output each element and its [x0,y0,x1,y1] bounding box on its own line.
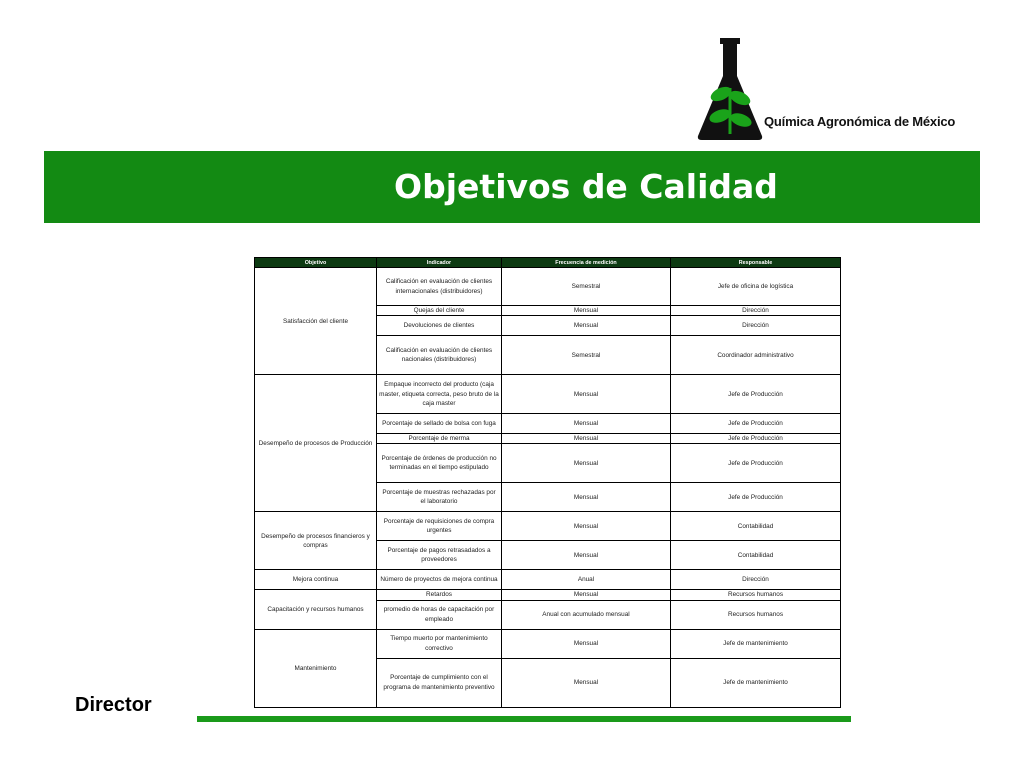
responsible-cell: Coordinador administrativo [671,336,841,375]
table-row [255,590,841,600]
frequency-cell: Mensual [502,375,671,414]
objective-cell: Desempeño de procesos financieros y compras [255,512,377,570]
table-body [255,268,841,708]
indicator-cell: promedio de horas de capacitación por empleado [377,600,502,629]
objectives-table [254,257,841,708]
responsible-cell: Dirección [671,306,841,316]
table-row [255,268,841,306]
responsible-cell: Jefe de Producción [671,414,841,434]
table-header-row [255,258,841,268]
responsible-cell: Jefe de mantenimiento [671,629,841,658]
indicator-cell: Porcentaje de muestras rechazadas por el laboratorio [377,483,502,512]
responsible-cell: Jefe de Producción [671,483,841,512]
column-header-indicador: Indicador [377,258,502,268]
indicator-cell: Porcentaje de cumplimiento con el programa de mantenimiento preventivo [377,658,502,707]
objective-cell: Mejora continua [255,570,377,590]
company-logo [696,36,976,142]
indicator-cell: Porcentaje de merma [377,434,502,444]
frequency-cell: Anual con acumulado mensual [502,600,671,629]
frequency-cell: Mensual [502,541,671,570]
column-header-responsable: Responsable [671,258,841,268]
frequency-cell: Mensual [502,434,671,444]
indicator-cell: Porcentaje de requisiciones de compra urgentes [377,512,502,541]
responsible-cell: Recursos humanos [671,590,841,600]
responsible-cell: Dirección [671,316,841,336]
responsible-cell: Jefe de Producción [671,444,841,483]
responsible-cell: Contabilidad [671,541,841,570]
responsible-cell: Jefe de mantenimiento [671,658,841,707]
responsible-cell: Jefe de Producción [671,375,841,414]
indicator-cell: Quejas del cliente [377,306,502,316]
indicator-cell: Número de proyectos de mejora continua [377,570,502,590]
footer-divider [197,716,851,722]
objective-cell: Capacitación y recursos humanos [255,590,377,629]
responsible-cell: Jefe de Producción [671,434,841,444]
table-row [255,629,841,658]
frequency-cell: Mensual [502,658,671,707]
indicator-cell: Empaque incorrecto del producto (caja master, etiqueta correcta, peso bruto de la caja master [377,375,502,414]
frequency-cell: Mensual [502,483,671,512]
frequency-cell: Mensual [502,590,671,600]
responsible-cell: Dirección [671,570,841,590]
frequency-cell: Mensual [502,512,671,541]
table-row [255,375,841,414]
title-band [44,151,980,223]
frequency-cell: Semestral [502,336,671,375]
table-row [255,570,841,590]
flask-plant-logo-icon [696,36,766,142]
indicator-cell: Calificación en evaluación de clientes internacionales (distribuidores) [377,268,502,306]
table-row [255,512,841,541]
indicator-cell: Retardos [377,590,502,600]
objective-cell: Desempeño de procesos de Producción [255,375,377,512]
frequency-cell: Mensual [502,316,671,336]
frequency-cell: Mensual [502,414,671,434]
indicator-cell: Tiempo muerto por mantenimiento correctivo [377,629,502,658]
responsible-cell: Recursos humanos [671,600,841,629]
footer-director-label: Director [75,694,152,716]
indicator-cell: Porcentaje de sellado de bolsa con fuga [377,414,502,434]
frequency-cell: Mensual [502,444,671,483]
column-header-objetivo: Objetivo [255,258,377,268]
column-header-frecuencia: Frecuencia de medición [502,258,671,268]
frequency-cell: Mensual [502,306,671,316]
company-name: Química Agronómica de México [764,114,956,129]
objective-cell: Satisfacción del cliente [255,268,377,375]
indicator-cell: Porcentaje de órdenes de producción no terminadas en el tiempo estipulado [377,444,502,483]
indicator-cell: Devoluciones de clientes [377,316,502,336]
frequency-cell: Mensual [502,629,671,658]
responsible-cell: Jefe de oficina de logística [671,268,841,306]
indicator-cell: Calificación en evaluación de clientes nacionales (distribuidores) [377,336,502,375]
page-title: Objetivos de Calidad [394,167,778,206]
responsible-cell: Contabilidad [671,512,841,541]
frequency-cell: Anual [502,570,671,590]
frequency-cell: Semestral [502,268,671,306]
objective-cell: Mantenimiento [255,629,377,707]
indicator-cell: Porcentaje de pagos retrasadados a proveedores [377,541,502,570]
